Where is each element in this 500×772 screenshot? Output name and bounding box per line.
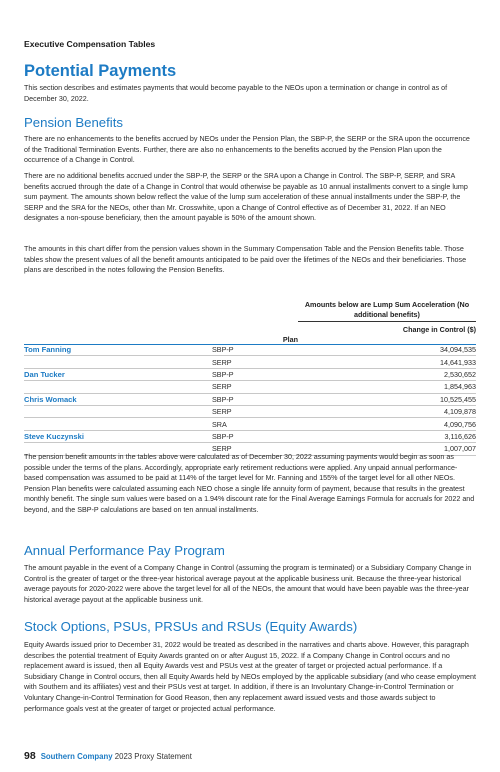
table-row bbox=[24, 344, 476, 356]
page-footer bbox=[24, 750, 192, 762]
plan-cell: SERP bbox=[212, 443, 302, 455]
col-header-change-in-control: Change in Control ($) bbox=[402, 325, 476, 334]
neo-name: Tom Fanning bbox=[24, 344, 212, 356]
equity-heading: Stock Options, PSUs, PRSUs and RSUs (Equity Awards) bbox=[24, 619, 358, 634]
value-cell: 10,525,455 bbox=[302, 393, 476, 405]
neo-name bbox=[24, 405, 212, 417]
table-row bbox=[24, 381, 476, 393]
neo-name bbox=[24, 418, 212, 430]
section-label: Executive Compensation Tables bbox=[24, 39, 156, 49]
neo-name bbox=[24, 381, 212, 393]
pension-heading: Pension Benefits bbox=[24, 115, 123, 130]
plan-cell: SERP bbox=[212, 381, 302, 393]
intro-paragraph: This section describes and estimates payments that would become payable to the NEOs upon a termination or change in control as of December 30, 2022. bbox=[24, 84, 448, 103]
plan-cell: SBP-P bbox=[212, 393, 302, 405]
table-row bbox=[24, 405, 476, 417]
plan-cell: SBP-P bbox=[212, 344, 302, 356]
lump-sum-table bbox=[24, 344, 476, 456]
neo-name: Dan Tucker bbox=[24, 368, 212, 380]
table-group-header: Amounts below are Lump Sum Acceleration (No additional benefits) bbox=[304, 300, 470, 319]
equity-paragraph: Equity Awards issued prior to December 31, 2022 would be treated as described in the narratives and charts above. However, this paragraph describes the potential treatment of Equity Awards granted on or after August 15, 2022. If a Company Change in Control occurs and no replacement award is issued, then all Equity Awards vest and PSUs vest at the greater of target or projected actual performance. If a Subsidiary Change in Control occurs, then all Equity Awards held by NEOs employed by the applicable subsidiary (and who cease employment with Southern and its affiliates) vest and their PSUs vest at target. In addition, if there is an Involuntary Change-in-Control Termination or Voluntary Change-in-Control Termination for Good Reason, then any replacement award issued vests and those awards subject to performance goals vest at the greater of target or projected actual performance. bbox=[24, 641, 476, 713]
pension-paragraph-1: There are no enhancements to the benefits accrued by NEOs under the Pension Plan, the SBP-P, the SERP or the SRA upon the occurrence of the Traditional Termination Events. Further, there are also no enhancements to the benefits accrued by the Pension Plan upon the occurrence of a Change in Control. bbox=[24, 135, 470, 165]
neo-name: Chris Womack bbox=[24, 393, 212, 405]
annual-heading: Annual Performance Pay Program bbox=[24, 543, 225, 558]
value-cell: 4,090,756 bbox=[302, 418, 476, 430]
value-cell: 34,094,535 bbox=[302, 344, 476, 356]
plan-cell: SERP bbox=[212, 405, 302, 417]
after-table-paragraph: The pension benefit amounts in the tables above were calculated as of December 30, 2022 assuming payments would begin as soon as possible under the terms of the plans. Accordingly, appropriate early retirement reductions were applied. Any unpaid annual performance-based compensation was assumed to be paid at 114% of the target level for Mr. Fanning and 155% of the target level for all other NEOs. Pension Plan benefits were calculated assuming each NEO chose a single life annuity form of payment, because that results in the greatest monthly benefit. The single sum values were based on a 1.94% discount rate for the Final Average Earnings Formula for accruals for 2022 and beyond, and the SBP-P calculations are based on ten annual installments. bbox=[24, 453, 475, 514]
footer-doc-title: 2023 Proxy Statement bbox=[114, 752, 192, 761]
annual-paragraph: The amount payable in the event of a Company Change in Control (assuming the program is terminated) or a Subsidiary Company Change in Control is the greater of target or the three-year historical average payout at the applicable business unit. Because the three-year historical average payouts for 2020-2022 were above the target level for all of the NEOs, the amount that would have been payable was the three-year historical average payout at the applicable business unit. bbox=[24, 564, 472, 604]
value-cell: 2,530,652 bbox=[302, 368, 476, 380]
value-cell: 1,854,963 bbox=[302, 381, 476, 393]
table-row bbox=[24, 393, 476, 405]
table-row bbox=[24, 418, 476, 430]
neo-name bbox=[24, 356, 212, 368]
plan-cell: SBP-P bbox=[212, 430, 302, 442]
table-row bbox=[24, 368, 476, 380]
value-cell: 3,116,626 bbox=[302, 430, 476, 442]
footer-company: Southern Company bbox=[40, 752, 113, 761]
value-cell: 14,641,933 bbox=[302, 356, 476, 368]
table-row bbox=[24, 356, 476, 368]
value-cell: 1,007,007 bbox=[302, 443, 476, 455]
page-title: Potential Payments bbox=[24, 62, 177, 80]
neo-name: Steve Kuczynski bbox=[24, 430, 212, 442]
pension-paragraph-3: The amounts in this chart differ from the pension values shown in the Summary Compensation Table and the Pension Benefits table. Those tables show the present values of all the benefit amounts anticipated to be paid over the lifetimes of the NEOs and their beneficiaries. Those plans are described in the notes following the Pension Benefits. bbox=[24, 245, 467, 275]
group-header-rule bbox=[298, 321, 476, 322]
value-cell: 4,109,878 bbox=[302, 405, 476, 417]
col-header-plan: Plan bbox=[282, 335, 298, 344]
plan-cell: SRA bbox=[212, 418, 302, 430]
table-row bbox=[24, 430, 476, 442]
pension-paragraph-2: There are no additional benefits accrued under the SBP-P, the SERP or the SRA upon a Change in Control. The SBP-P, SERP, and SRA benefits accrued through the date of a Change in Control that would otherwise be payable as 10 annual installments convert to a single lump sum payment. The amounts shown below reflect the value of the lump sum acceleration of these annual installments under the SBP-P, the SERP and the SRA for the NEOs, other than Mr. Crosswhite, upon a Change of Control effective as of December 31, 2022. If an NEO designates a non-spouse beneficiary, then the amount payable is 50% of the amount shown. bbox=[24, 172, 468, 223]
plan-cell: SBP-P bbox=[212, 368, 302, 380]
plan-cell: SERP bbox=[212, 356, 302, 368]
page-number: 98 bbox=[24, 750, 36, 762]
